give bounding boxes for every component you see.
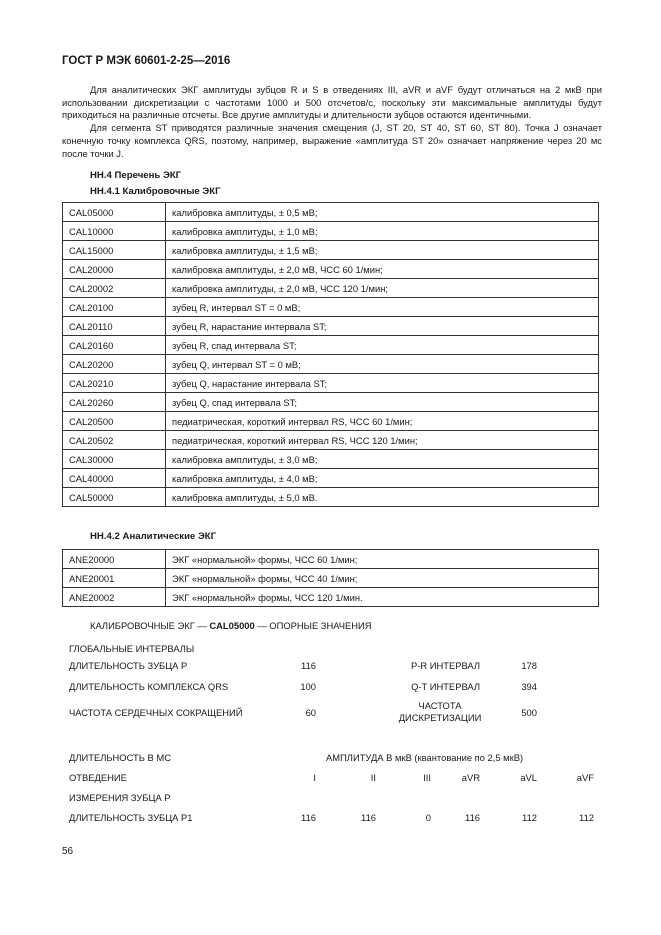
ecg-description-cell: калибровка амплитуды, ± 2,0 мВ, ЧСС 60 1/мин; [166, 260, 599, 279]
lead-header: III [423, 772, 431, 783]
calibration-row [63, 222, 599, 241]
ecg-code-cell: ANE20000 [63, 550, 166, 569]
duration-ms-label: ДЛИТЕЛЬНОСТЬ В МС [69, 752, 171, 763]
calibration-row [63, 298, 599, 317]
ecg-description-cell: ЭКГ «нормальной» формы, ЧСС 120 1/мин. [166, 588, 599, 607]
ecg-code-cell: CAL20160 [63, 336, 166, 355]
paragraph-amplitudes: Для аналитических ЭКГ амплитуды зубцов R и S в отведениях III, aVR и aVF будут отличаться на 2 мкВ при использовании дискретизации с частотами 1000 и 500 отсчетов/с, поскольку эти максимальные амплитуды будут приходиться на различные отсчеты. Все другие амплитуды и длительности зубцов остаются идентичными. [62, 84, 602, 121]
ecg-code-cell: CAL50000 [63, 488, 166, 507]
lead-header: aVL [520, 772, 537, 783]
lead-header: aVF [576, 772, 594, 783]
amplitude-label: АМПЛИТУДА В мкВ (квантование по 2,5 мкВ) [326, 752, 524, 763]
p1-value: 116 [361, 812, 376, 823]
ecg-code-cell: CAL05000 [63, 203, 166, 222]
p1-value: 0 [425, 812, 431, 823]
intro-text [62, 84, 602, 160]
p1-value: 112 [579, 812, 594, 823]
analytic-row [63, 588, 599, 607]
page-number: 56 [62, 846, 74, 857]
ecg-code-cell: CAL20110 [63, 317, 166, 336]
ecg-description-cell: ЭКГ «нормальной» формы, ЧСС 60 1/мин; [166, 550, 599, 569]
calibration-row [63, 355, 599, 374]
p-measurements-label: ИЗМЕРЕНИЯ ЗУБЦА P [69, 792, 171, 803]
ecg-description-cell: калибровка амплитуды, ± 3,0 мВ; [166, 450, 599, 469]
ecg-description-cell: калибровка амплитуды, ± 1,5 мВ; [166, 241, 599, 260]
calibration-row [63, 488, 599, 507]
cal-heading: НН.4.1 Калибровочные ЭКГ [90, 186, 221, 197]
qt-interval-label: Q-T ИНТЕРВАЛ [411, 681, 480, 692]
ecg-description-cell: зубец R, спад интервала ST; [166, 336, 599, 355]
section-heading: НН.4 Перечень ЭКГ [90, 170, 182, 181]
calibration-table [62, 202, 599, 507]
ecg-code-cell: CAL20000 [63, 260, 166, 279]
reference-title: КАЛИБРОВОЧНЫЕ ЭКГ — CAL05000 — ОПОРНЫЕ ЗНАЧЕНИЯ [90, 620, 372, 631]
sampling-rate-label-2: ДИСКРЕТИЗАЦИИ [398, 712, 482, 723]
qrs-duration-label: ДЛИТЕЛЬНОСТЬ КОМПЛЕКСА QRS [69, 681, 229, 692]
analytic-table [62, 549, 599, 607]
lead-header: aVR [461, 772, 480, 783]
qrs-duration-value: 100 [300, 681, 316, 692]
qt-interval-value: 394 [521, 681, 537, 692]
pr-interval-value: 178 [521, 660, 537, 671]
calibration-row [63, 260, 599, 279]
ecg-description-cell: калибровка амплитуды, ± 2,0 мВ, ЧСС 120 1/мин; [166, 279, 599, 298]
calibration-row [63, 203, 599, 222]
p-duration-value: 116 [301, 660, 316, 671]
ecg-code-cell: CAL20100 [63, 298, 166, 317]
ecg-code-cell: CAL20210 [63, 374, 166, 393]
p1-value: 116 [301, 812, 316, 823]
ecg-description-cell: калибровка амплитуды, ± 4,0 мВ; [166, 469, 599, 488]
calibration-row [63, 393, 599, 412]
lead-header: II [370, 772, 376, 783]
global-intervals-label: ГЛОБАЛЬНЫЕ ИНТЕРВАЛЫ [69, 643, 195, 654]
heart-rate-value: 60 [305, 707, 316, 718]
p1-duration-label: ДЛИТЕЛЬНОСТЬ ЗУБЦА P1 [69, 812, 193, 823]
calibration-row [63, 374, 599, 393]
ecg-code-cell: CAL30000 [63, 450, 166, 469]
calibration-row [63, 450, 599, 469]
calibration-row [63, 241, 599, 260]
sampling-rate-label-1: ЧАСТОТА [418, 700, 462, 711]
ecg-description-cell: педиатрическая, короткий интервал RS, ЧСС 120 1/мин; [166, 431, 599, 450]
lead-label: ОТВЕДЕНИЕ [69, 772, 127, 783]
ecg-description-cell: зубец Q, интервал ST = 0 мВ; [166, 355, 599, 374]
ecg-description-cell: ЭКГ «нормальной» формы, ЧСС 40 1/мин; [166, 569, 599, 588]
p1-value: 116 [465, 812, 480, 823]
ecg-description-cell: калибровка амплитуды, ± 0,5 мВ; [166, 203, 599, 222]
ecg-code-cell: ANE20002 [63, 588, 166, 607]
ecg-code-cell: CAL20500 [63, 412, 166, 431]
p-duration-label: ДЛИТЕЛЬНОСТЬ ЗУБЦА P [69, 660, 188, 671]
calibration-row [63, 412, 599, 431]
analytic-row [63, 569, 599, 588]
p1-value: 112 [522, 812, 537, 823]
sampling-rate-value: 500 [521, 707, 537, 718]
ecg-description-cell: зубец Q, спад интервала ST; [166, 393, 599, 412]
ecg-code-cell: CAL10000 [63, 222, 166, 241]
reference-code: CAL05000 [209, 620, 255, 631]
ane-heading: НН.4.2 Аналитические ЭКГ [90, 531, 217, 542]
ecg-description-cell: педиатрическая, короткий интервал RS, ЧСС 60 1/мин; [166, 412, 599, 431]
ecg-code-cell: CAL20502 [63, 431, 166, 450]
ecg-description-cell: калибровка амплитуды, ± 1,0 мВ; [166, 222, 599, 241]
ecg-description-cell: зубец R, интервал ST = 0 мВ; [166, 298, 599, 317]
document-header: ГОСТ Р МЭК 60601-2-25—2016 [62, 55, 231, 67]
ecg-code-cell: ANE20001 [63, 569, 166, 588]
ecg-code-cell: CAL20200 [63, 355, 166, 374]
lead-header: I [313, 772, 316, 783]
calibration-row [63, 469, 599, 488]
ecg-description-cell: калибровка амплитуды, ± 5,0 мВ. [166, 488, 599, 507]
analytic-row [63, 550, 599, 569]
ecg-description-cell: зубец Q, нарастание интервала ST; [166, 374, 599, 393]
pr-interval-label: P-R ИНТЕРВАЛ [410, 660, 480, 671]
calibration-row [63, 279, 599, 298]
calibration-row [63, 431, 599, 450]
heart-rate-label: ЧАСТОТА СЕРДЕЧНЫХ СОКРАЩЕНИЙ [69, 707, 243, 718]
paragraph-st-segment: Для сегмента ST приводятся различные значения смещения (J, ST 20, ST 40, ST 60, ST 80). Точка J означает конечную точку комплекса QRS, поэтому, например, выражение «амплитуда ST 20» означает напряжение через 20 мс после точки J. [62, 122, 602, 159]
calibration-row [63, 317, 599, 336]
ecg-code-cell: CAL20260 [63, 393, 166, 412]
calibration-row [63, 336, 599, 355]
ecg-code-cell: CAL20002 [63, 279, 166, 298]
ecg-code-cell: CAL15000 [63, 241, 166, 260]
ecg-code-cell: CAL40000 [63, 469, 166, 488]
ecg-description-cell: зубец R, нарастание интервала ST; [166, 317, 599, 336]
